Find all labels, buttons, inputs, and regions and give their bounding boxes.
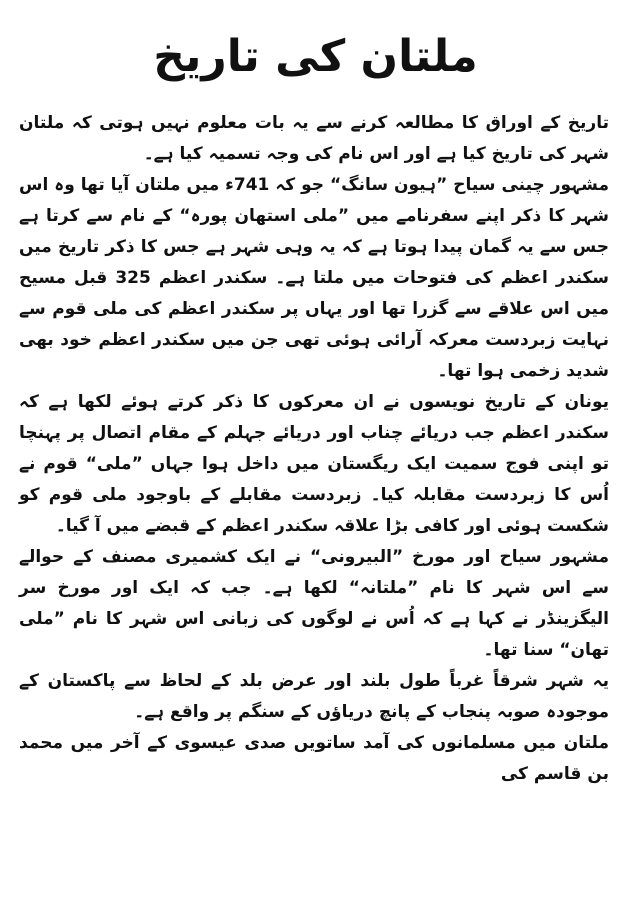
page-title: ملتان کی تاریخ bbox=[153, 31, 478, 82]
document-body bbox=[19, 108, 609, 790]
paragraph: مشہور سیاح اور مورخ ”البیرونی“ نے ایک کشمیری مصنف کے حوالے سے اس شہر کا نام ”ملتانہ“ لکھا ہے۔ جب کہ ایک اور مورخ سر الیگزینڈر نے کہا ہے کہ اُس نے لوگوں کی زبانی اس شہر کا نام ”ملی تھان“ سنا تھا۔ bbox=[19, 547, 609, 660]
paragraph: یونان کے تاریخ نویسوں نے ان معرکوں کا ذکر کرتے ہوئے لکھا ہے کہ سکندر اعظم جب دریائے چناب اور دریائے جہلم کے مقام اتصال پر پہنچا تو اپنی فوج سمیت ایک ریگستان میں داخل ہوا جہاں ”ملی“ قوم نے اُس کا زبردست مقابلہ کیا۔ زبردست مقابلے کے باوجود ملی قوم کو شکست ہوئی اور کافی بڑا علاقہ سکندر اعظم کے قبضے میں آ گیا۔ bbox=[19, 392, 609, 536]
paragraph: مشہور چینی سیاح ”ہیون سانگ“ جو کہ 741ء میں ملتان آیا تھا وہ اس شہر کا ذکر اپنے سفرنامے میں ”ملی استھان پورہ“ کے نام سے کرتا ہے جس سے یہ گمان پیدا ہوتا ہے کہ یہ وہی شہر ہے جس کا ذکر تاریخ میں سکندر اعظم کی فتوحات میں ملتا ہے۔ سکندر اعظم 325 قبل مسیح میں اس علاقے سے گزرا تھا اور یہاں پر سکندر اعظم کی ملی قوم سے نہایت زبردست معرکہ آرائی ہوئی تھی جن میں سکندر اعظم خود بھی شدید زخمی ہوا تھا۔ bbox=[19, 175, 609, 381]
paragraph: تاریخ کے اوراق کا مطالعہ کرنے سے یہ بات معلوم نہیں ہوتی کہ ملتان شہر کی تاریخ کیا ہے اور اس نام کی وجہ تسمیہ کیا ہے۔ bbox=[19, 113, 609, 164]
paragraph: یہ شہر شرقاً غرباً طول بلند اور عرض بلد کے لحاظ سے پاکستان کے موجودہ صوبہ پنجاب کے پانچ دریاؤں کے سنگم پر واقع ہے۔ bbox=[19, 671, 609, 722]
paragraph: ملتان میں مسلمانوں کی آمد ساتویں صدی عیسوی کے آخر میں محمد بن قاسم کی bbox=[19, 733, 609, 784]
